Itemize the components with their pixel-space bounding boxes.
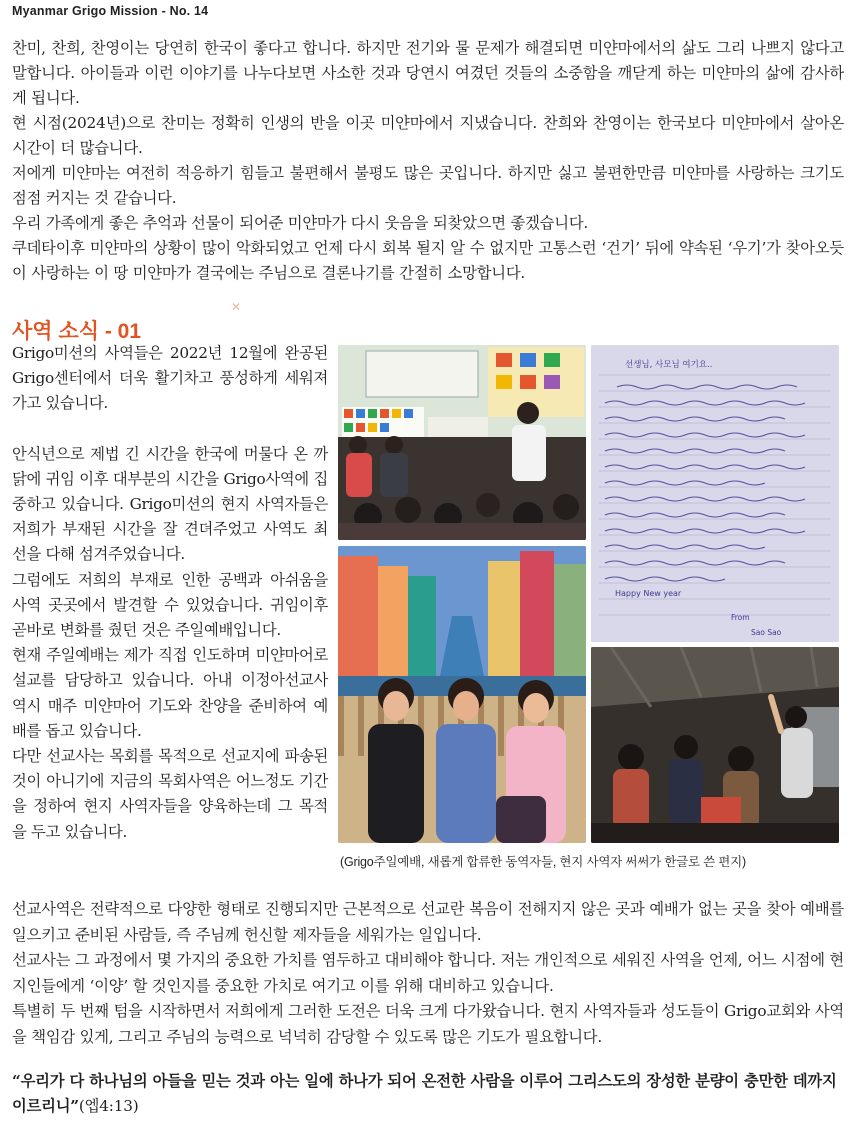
gathering-photo-graphic	[591, 647, 839, 843]
coworkers-photo-graphic	[338, 546, 586, 843]
letter-closing: Happy New year	[615, 589, 682, 598]
section-title: 사역 소식 - 01	[12, 320, 141, 343]
coworkers-photo	[338, 546, 586, 843]
letter-greeting: 선생님, 사모님 여기요..	[625, 360, 713, 370]
outro-paragraph-1: 선교사역은 전략적으로 다양한 형태로 진행되지만 근본적으로 선교란 복음이 전해지지 않은 곳과 예배가 없는 곳을 찾아 예배를 일으키고 준비된 사람들, 즉 주님께 헌신할 제자들을 세워가는 일입니다.	[12, 900, 844, 944]
decorative-mark-icon: ✕	[231, 300, 242, 314]
letter-from: From	[731, 613, 750, 622]
worship-photo-graphic	[338, 345, 586, 540]
letter-signature: Sao Sao	[751, 628, 782, 637]
section-paragraph-4: 현재 주일예배는 제가 직접 인도하며 미얀마어로 설교를 담당하고 있습니다. 아내 이정아선교사 역시 매주 미얀마어 기도와 찬양을 준비하여 예배를 돕고 있습니다.	[12, 646, 328, 740]
worship-photo	[338, 345, 586, 540]
photo-caption: (Grigo주일예배, 새롭게 합류한 동역자들, 현지 사역자 써써가 한글로 쓴 편지)	[340, 855, 746, 869]
intro-paragraph-3: 저에게 미얀마는 여전히 적응하기 힘들고 불편해서 불평도 많은 곳입니다. 하지만 싫고 불편한만큼 미얀마를 사랑하는 크기도 점점 커지는 것 같습니다.	[12, 164, 844, 207]
section-left-column	[12, 341, 328, 845]
outro-paragraph-3: 특별히 두 번째 텀을 시작하면서 저희에게 그러한 도전은 더욱 크게 다가왔습니다. 현지 사역자들과 성도들이 Grigo교회와 사역을 책임감 있게, 그리고 주님의 능력으로 넉넉히 감당할 수 있도록 많은 기도가 필요합니다.	[12, 1002, 844, 1046]
section-paragraph-3: 그럼에도 저희의 부재로 인한 공백과 아쉬움을 사역 곳곳에서 발견할 수 있었습니다. 귀임이후 곧바로 변화를 줬던 것은 주일예배입니다.	[12, 570, 328, 640]
outro-text	[12, 897, 844, 1051]
intro-paragraph-2: 현 시점(2024년)으로 찬미는 정확히 인생의 반을 이곳 미얀마에서 지냈습니다. 찬희와 찬영이는 한국보다 미얀마에서 살아온 시간이 더 많습니다.	[12, 114, 844, 157]
intro-paragraph-4: 우리 가족에게 좋은 추억과 선물이 되어준 미얀마가 다시 웃음을 되찾았으면 좋겠습니다.	[12, 214, 589, 232]
section-paragraph-1: Grigo미션의 사역들은 2022년 12월에 완공된 Grigo센터에서 더욱 활기차고 풍성하게 세워져 가고 있습니다.	[12, 344, 328, 413]
verse-text: “우리가 다 하나님의 아들을 믿는 것과 아는 일에 하나가 되어 온전한 사람을 이루어 그리스도의 장성한 분량이 충만한 데까지 이르리니”	[12, 1072, 837, 1115]
newsletter-header: Myanmar Grigo Mission - No. 14	[12, 4, 209, 18]
verse-reference: (엡4:13)	[78, 1097, 139, 1115]
section-paragraph-5: 다만 선교사는 목회를 목적으로 선교지에 파송된 것이 아니기에 지금의 목회사역은 어느정도 기간을 정하여 현지 사역자들을 양육하는데 그 목적을 두고 있습니다.	[12, 747, 328, 841]
outro-paragraph-2: 선교사는 그 과정에서 몇 가지의 중요한 가치를 염두하고 대비해야 합니다. 저는 개인적으로 세워진 사역을 언제, 어느 시점에 현지인들에게 ‘이양’ 할 것인지를 중요한 가치로 여기고 이를 위해 대비하고 있습니다.	[12, 951, 845, 995]
paragraph-spacer	[12, 417, 328, 442]
sunday-gathering-photo	[591, 647, 839, 843]
letter-graphic	[591, 345, 839, 642]
intro-text	[12, 36, 844, 286]
intro-paragraph-5: 쿠데타이후 미얀마의 상황이 많이 악화되었고 언제 다시 회복 될지 알 수 없지만 고통스런 ‘건기’ 뒤에 약속된 ‘우기’가 찾아오듯이 사랑하는 이 땅 미얀마가 결국에는 주님으로 결론나기를 간절히 소망합니다.	[12, 239, 844, 282]
handwritten-letter-photo	[591, 345, 839, 642]
intro-paragraph-1: 찬미, 찬희, 찬영이는 당연히 한국이 좋다고 합니다. 하지만 전기와 물 문제가 해결되면 미얀마에서의 삶도 그리 나쁘지 않다고 말합니다. 아이들과 이런 이야기를 나누다보면 사소한 것과 당연시 여겼던 것들의 소중함을 깨닫게 하는 미얀마의 삶에 감사하게 됩니다.	[12, 39, 844, 107]
bible-verse	[12, 1069, 844, 1119]
section-paragraph-2: 안식년으로 제법 긴 시간을 한국에 머물다 온 까닭에 귀임 이후 대부분의 시간을 Grigo사역에 집중하고 있습니다. Grigo미션의 현지 사역자들은 저희가 부재된 시간을 잘 견뎌주었고 사역도 최선을 다해 섬겨주었습니다.	[12, 444, 328, 564]
